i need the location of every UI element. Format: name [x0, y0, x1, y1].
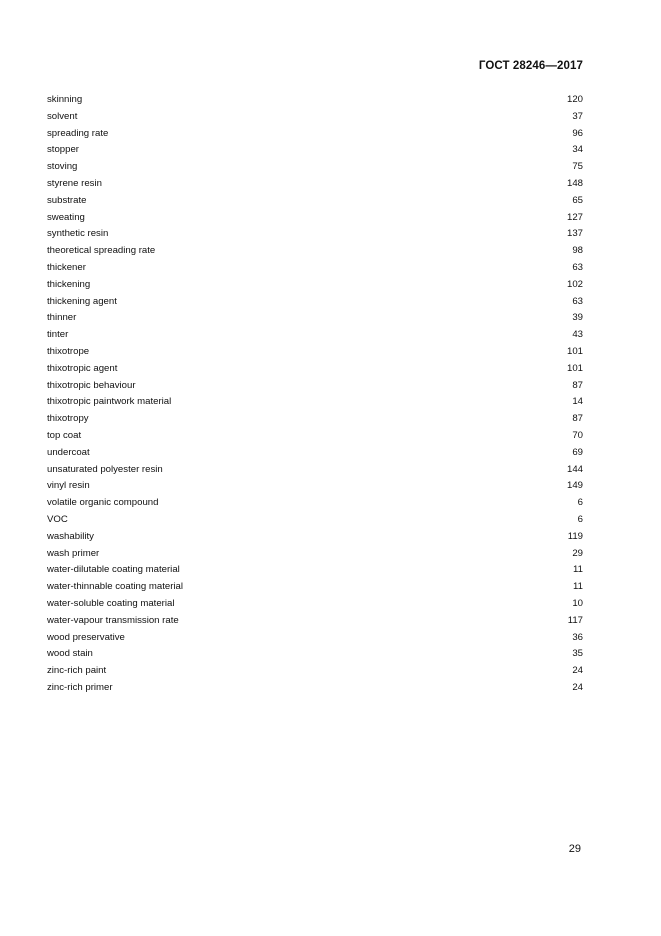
index-entry — [47, 193, 583, 210]
index-page-ref: 37 — [572, 110, 583, 122]
index-page-ref: 10 — [572, 597, 583, 609]
term-index-list — [47, 92, 583, 697]
index-term: unsaturated polyester resin — [47, 463, 163, 475]
index-term: wood preservative — [47, 631, 125, 643]
index-page-ref: 65 — [572, 194, 583, 206]
index-term: solvent — [47, 110, 78, 122]
index-entry — [47, 445, 583, 462]
index-term: styrene resin — [47, 177, 102, 189]
index-term: water-thinnable coating material — [47, 581, 183, 593]
index-page-ref: 35 — [572, 648, 583, 660]
index-entry — [47, 92, 583, 109]
index-page-ref: 98 — [572, 245, 583, 257]
index-term: thixotropic behaviour — [47, 379, 136, 391]
index-entry — [47, 210, 583, 227]
index-term: zinc-rich paint — [47, 665, 107, 677]
index-page-ref: 119 — [567, 530, 583, 542]
index-term: top coat — [47, 429, 82, 441]
index-term: stopper — [47, 144, 79, 156]
index-term: thixotrope — [47, 345, 90, 357]
index-term: thickener — [47, 261, 86, 273]
index-term: undercoat — [47, 446, 90, 458]
index-term: thixotropic agent — [47, 362, 118, 374]
index-term: thinner — [47, 312, 77, 324]
index-entry — [47, 680, 583, 697]
index-page-ref: 29 — [572, 547, 583, 559]
index-entry — [47, 411, 583, 428]
index-term: zinc-rich primer — [47, 681, 113, 693]
index-term: volatile organic compound — [47, 497, 159, 509]
index-term: substrate — [47, 194, 87, 206]
index-page-ref: 127 — [566, 211, 583, 223]
index-entry — [47, 277, 583, 294]
index-page-ref: 39 — [572, 312, 583, 324]
index-term: water-soluble coating material — [47, 597, 175, 609]
index-entry — [47, 176, 583, 193]
index-page-ref: 101 — [566, 362, 583, 374]
index-entry — [47, 394, 583, 411]
index-entry — [47, 226, 583, 243]
index-page-ref: 34 — [572, 144, 583, 156]
index-term: water-dilutable coating material — [47, 564, 180, 576]
index-entry — [47, 344, 583, 361]
index-term: tinter — [47, 329, 69, 341]
index-entry — [47, 663, 583, 680]
index-term: wood stain — [47, 648, 93, 660]
index-term: thickening — [47, 278, 91, 290]
index-page-ref: 36 — [572, 631, 583, 643]
index-entry — [47, 646, 583, 663]
index-entry — [47, 512, 583, 529]
index-entry — [47, 428, 583, 445]
index-term: spreading rate — [47, 127, 109, 139]
index-entry — [47, 260, 583, 277]
index-page-ref: 102 — [566, 278, 583, 290]
index-page-ref: 11 — [573, 564, 583, 576]
index-term: theoretical spreading rate — [47, 245, 156, 257]
index-page-ref: 144 — [566, 463, 583, 475]
index-term: water-vapour transmission rate — [47, 614, 179, 626]
index-entry — [47, 478, 583, 495]
index-page-ref: 24 — [572, 665, 583, 677]
index-entry — [47, 613, 583, 630]
index-entry — [47, 294, 583, 311]
index-entry — [47, 630, 583, 647]
index-term: washability — [47, 530, 94, 542]
index-page-ref: 96 — [572, 127, 583, 139]
index-page-ref: 14 — [572, 396, 583, 408]
index-page-ref: 70 — [572, 429, 583, 441]
index-term: sweating — [47, 211, 85, 223]
index-entry — [47, 579, 583, 596]
index-term: vinyl resin — [47, 480, 90, 492]
index-page-ref: 137 — [566, 228, 583, 240]
index-page-ref: 6 — [577, 513, 583, 525]
index-page-ref: 148 — [566, 177, 583, 189]
index-entry — [47, 462, 583, 479]
index-entry — [47, 159, 583, 176]
index-page-ref: 87 — [572, 413, 583, 425]
page-number: 29 — [568, 843, 581, 855]
index-entry — [47, 126, 583, 143]
index-page-ref: 63 — [572, 261, 583, 273]
index-entry — [47, 361, 583, 378]
index-page-ref: 87 — [572, 379, 583, 391]
index-term: stoving — [47, 161, 78, 173]
index-term: thixotropic paintwork material — [47, 396, 172, 408]
index-entry — [47, 529, 583, 546]
index-page-ref: 24 — [572, 681, 583, 693]
index-page-ref: 117 — [567, 614, 583, 626]
index-entry — [47, 596, 583, 613]
index-page-ref: 11 — [573, 581, 583, 593]
index-term: wash primer — [47, 547, 100, 559]
index-entry — [47, 378, 583, 395]
index-entry — [47, 310, 583, 327]
index-page-ref: 120 — [566, 94, 583, 105]
index-entry — [47, 243, 583, 260]
index-term: VOC — [47, 513, 68, 525]
index-page-ref: 69 — [572, 446, 583, 458]
index-term: skinning — [47, 94, 83, 105]
index-term: thixotropy — [47, 413, 89, 425]
index-page-ref: 101 — [566, 345, 583, 357]
index-term: synthetic resin — [47, 228, 109, 240]
index-entry — [47, 142, 583, 159]
index-entry — [47, 495, 583, 512]
index-page-ref: 6 — [577, 497, 583, 509]
index-page-ref: 63 — [572, 295, 583, 307]
standard-id-header: ГОСТ 28246—2017 — [478, 60, 583, 72]
index-page-ref: 43 — [572, 329, 583, 341]
index-entry — [47, 109, 583, 126]
index-entry — [47, 327, 583, 344]
index-entry — [47, 562, 583, 579]
index-page-ref: 149 — [566, 480, 583, 492]
index-page-ref: 75 — [572, 161, 583, 173]
index-term: thickening agent — [47, 295, 117, 307]
index-entry — [47, 546, 583, 563]
